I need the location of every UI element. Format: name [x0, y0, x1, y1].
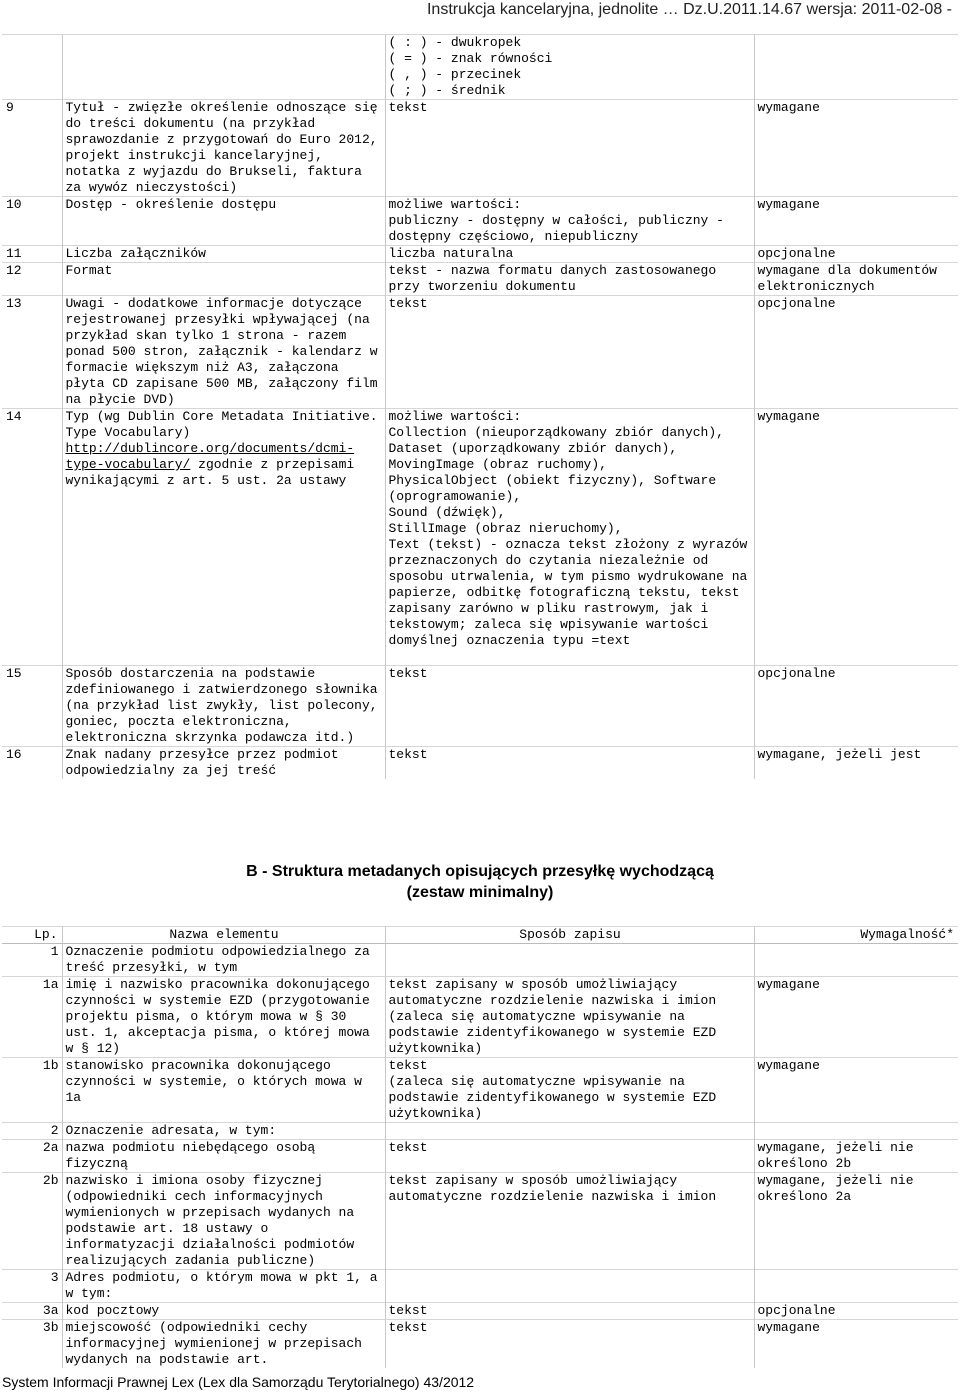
document-footer: System Informacji Prawnej Lex (Lex dla Samorządu Terytorialnego) 43/2012 [2, 1374, 475, 1390]
document-header: Instrukcja kancelaryjna, jednolite … Dz.U.2011.14.67 wersja: 2011-02-08 - [426, 1, 952, 18]
row-number [2, 35, 62, 100]
element-name [62, 409, 385, 666]
format-description: możliwe wartości: publiczny - dostępny w całości, publiczny - dostępny częściowo, niepubliczny [385, 197, 754, 246]
requirement: opcjonalne [754, 296, 958, 409]
format-description: tekst [385, 666, 754, 747]
format-description: liczba naturalna [385, 246, 754, 263]
table-row [2, 35, 958, 100]
row-number: 1 [2, 944, 62, 977]
format-description: ( : ) - dwukropek ( = ) - znak równości ( , ) - przecinek ( ; ) - średnik [385, 35, 754, 100]
table-row [2, 944, 958, 977]
row-number: 2a [2, 1140, 62, 1173]
requirement: wymagane [754, 409, 958, 666]
requirement: wymagane [754, 1320, 958, 1369]
row-number: 1a [2, 977, 62, 1058]
requirement: wymagane, jeżeli nie określono 2a [754, 1173, 958, 1270]
metadata-table-outgoing [2, 926, 958, 1368]
requirement: wymagane [754, 100, 958, 197]
requirement: wymagane dla dokumentów elektronicznych [754, 263, 958, 296]
table-row [2, 100, 958, 197]
table-row [2, 197, 958, 246]
row-number: 14 [2, 409, 62, 666]
table-row [2, 1140, 958, 1173]
format-description: możliwe wartości: Collection (nieuporządkowany zbiór danych), Dataset (uporządkowany zbiór danych), MovingImage (obraz ruchomy), PhysicalObject (obiekt fizyczny), Software (oprogramowanie), Sound (dźwięk), StillImage (obraz nieruchomy), Text (tekst) - oznacza tekst złożony z wyrazów przeznaczonych do czytania niezależnie od sposobu utrwalenia, w tym pismo wydrukowane na papierze, odbitkę fotograficzną tekstu, tekst zapisany zarówno w pliku rastrowym, jak i tekstowym; zaleca się wpisywanie wartości domyślnej oznaczenia typu =text [385, 409, 754, 666]
requirement: opcjonalne [754, 246, 958, 263]
requirement [754, 1123, 958, 1140]
element-name: Tytuł - zwięzłe określenie odnoszące się do treści dokumentu (na przykład sprawozdanie z przygotowań do Euro 2012, projekt instrukcji kancelaryjnej, notatka z wyjazdu do Brukseli, faktura za wywóz nieczystości) [62, 100, 385, 197]
format-description: tekst [385, 1320, 754, 1369]
element-name-text: Typ (wg Dublin Core Metadata Initiative. Type Vocabulary) [65, 409, 378, 440]
row-number: 15 [2, 666, 62, 747]
element-name: kod pocztowy [62, 1303, 385, 1320]
format-description: tekst zapisany w sposób umożliwiający automatyczne rozdzielenie nazwiska i imion (zaleca się automatyczne wpisywanie na podstawie zidentyfikowanego w systemie EZD użytkownika) [385, 977, 754, 1058]
table-row [2, 1173, 958, 1270]
row-number: 2b [2, 1173, 62, 1270]
row-number: 12 [2, 263, 62, 296]
table-row [2, 409, 958, 666]
column-header-name: Nazwa elementu [62, 927, 385, 944]
column-header-format: Sposób zapisu [385, 927, 754, 944]
table-row [2, 246, 958, 263]
element-name: miejscowość (odpowiedniki cechy informacyjnej wymienionej w przepisach wydanych na podstawie art. [62, 1320, 385, 1369]
requirement: wymagane [754, 1058, 958, 1123]
column-header-lp: Lp. [2, 927, 62, 944]
element-name: Oznaczenie adresata, w tym: [62, 1123, 385, 1140]
format-description: tekst (zaleca się automatyczne wpisywanie na podstawie zidentyfikowanego w systemie EZD użytkownika) [385, 1058, 754, 1123]
element-name: imię i nazwisko pracownika dokonującego czynności w systemie EZD (przygotowanie projektu pisma, o którym mowa w § 30 ust. 1, akceptacja pisma, o której mowa w § 12) [62, 977, 385, 1058]
table-row [2, 1303, 958, 1320]
requirement: wymagane [754, 977, 958, 1058]
table-header-row [2, 927, 958, 944]
element-name: Uwagi - dodatkowe informacje dotyczące rejestrowanej przesyłki wpływającej (na przykład skan tylko 1 strona - razem ponad 500 stron, załącznik - kalendarz w formacie większym niż A3, załączona płyta CD zapisane 500 MB, załączony film na płycie DVD) [62, 296, 385, 409]
element-name: stanowisko pracownika dokonującego czynności w systemie, o których mowa w 1a [62, 1058, 385, 1123]
format-description: tekst [385, 100, 754, 197]
element-name: Adres podmiotu, o którym mowa w pkt 1, a w tym: [62, 1270, 385, 1303]
element-name-note: zgodnie z przepisami wynikającymi z art. 5 ust. 2a ustawy [65, 457, 355, 488]
element-name: Sposób dostarczenia na podstawie zdefiniowanego i zatwierdzonego słownika (na przykład list zwykły, list polecony, goniec, poczta elektroniczna, elektroniczna skrzynka podawcza itd.) [62, 666, 385, 747]
section-b-title-line1: B - Struktura metadanych opisujących przesyłkę wychodzącą [246, 863, 714, 880]
element-name [62, 35, 385, 100]
element-name: Oznaczenie podmiotu odpowiedzialnego za treść przesyłki, w tym [62, 944, 385, 977]
format-description: tekst - nazwa formatu danych zastosowanego przy tworzeniu dokumentu [385, 263, 754, 296]
row-number: 3b [2, 1320, 62, 1369]
format-description: tekst zapisany w sposób umożliwiający automatyczne rozdzielenie nazwiska i imion [385, 1173, 754, 1270]
format-description [385, 944, 754, 977]
element-name: nazwisko i imiona osoby fizycznej (odpowiedniki cech informacyjnych wymienionych w przepisach wydanych na podstawie art. 18 ustawy o informatyzacji działalności podmiotów realizujących zadania publiczne) [62, 1173, 385, 1270]
element-name: Liczba załączników [62, 246, 385, 263]
element-name: Dostęp - określenie dostępu [62, 197, 385, 246]
requirement [754, 944, 958, 977]
table-row [2, 977, 958, 1058]
row-number: 1b [2, 1058, 62, 1123]
requirement: opcjonalne [754, 666, 958, 747]
row-number: 13 [2, 296, 62, 409]
element-name: Format [62, 263, 385, 296]
table-row [2, 1123, 958, 1140]
format-description [385, 1123, 754, 1140]
table-row [2, 1058, 958, 1123]
row-number: 3 [2, 1270, 62, 1303]
element-name: nazwa podmiotu niebędącego osobą fizyczną [62, 1140, 385, 1173]
column-header-requirement: Wymagalność* [754, 927, 958, 944]
requirement [754, 35, 958, 100]
table-row [2, 1270, 958, 1303]
requirement: wymagane [754, 197, 958, 246]
table-row [2, 1320, 958, 1369]
row-number: 2 [2, 1123, 62, 1140]
row-number: 11 [2, 246, 62, 263]
requirement: opcjonalne [754, 1303, 958, 1320]
dublin-core-link[interactable]: http://dublincore.org/documents/dcmi-type-vocabulary/ [65, 441, 355, 472]
requirement: wymagane, jeżeli nie określono 2b [754, 1140, 958, 1173]
table-row [2, 263, 958, 296]
element-name: Znak nadany przesyłce przez podmiot odpowiedzialny za jej treść [62, 747, 385, 780]
format-description: tekst [385, 1140, 754, 1173]
row-number: 9 [2, 100, 62, 197]
format-description [385, 1270, 754, 1303]
section-b-title-line2: (zestaw minimalny) [406, 884, 554, 901]
row-number: 10 [2, 197, 62, 246]
table-row [2, 296, 958, 409]
section-b-title [0, 861, 960, 903]
format-description: tekst [385, 1303, 754, 1320]
table-row [2, 666, 958, 747]
metadata-table-incoming [2, 34, 958, 779]
format-description: tekst [385, 747, 754, 780]
row-number: 16 [2, 747, 62, 780]
table-row [2, 747, 958, 780]
format-description: tekst [385, 296, 754, 409]
requirement: wymagane, jeżeli jest [754, 747, 958, 780]
row-number: 3a [2, 1303, 62, 1320]
requirement [754, 1270, 958, 1303]
